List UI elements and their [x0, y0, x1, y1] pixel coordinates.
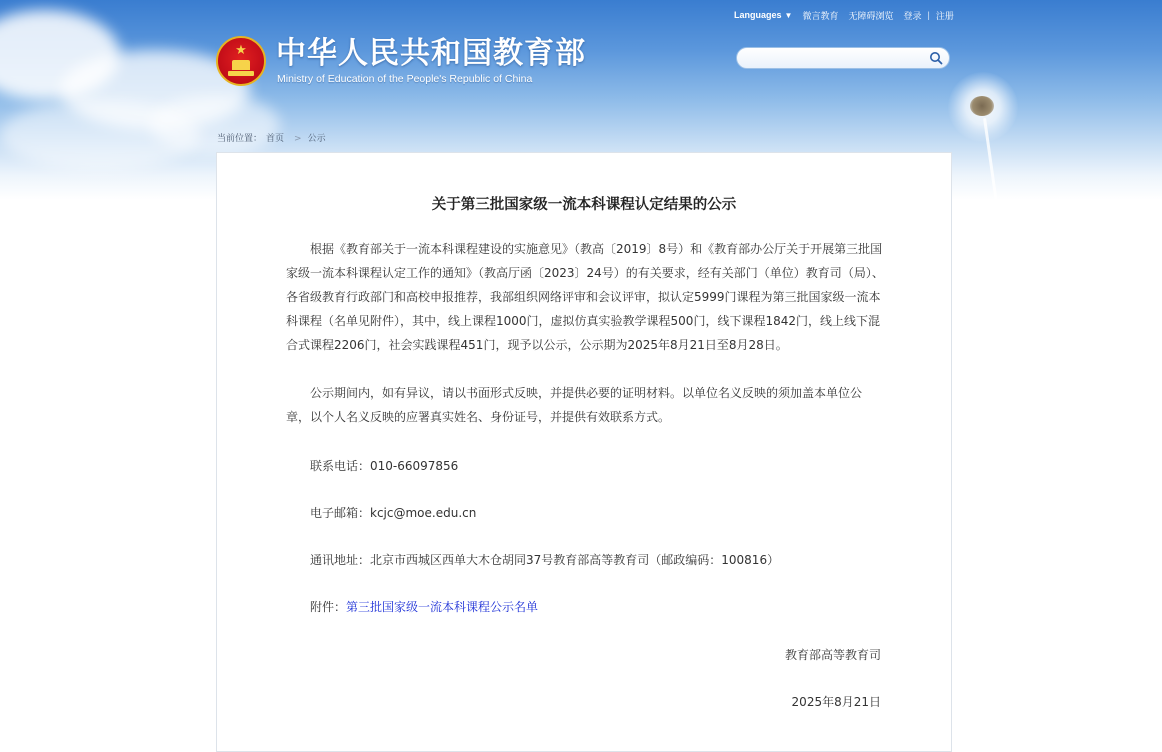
search-input[interactable]: [747, 50, 921, 68]
signature: 教育部高等教育司: [784, 648, 881, 662]
chevron-down-icon[interactable]: ▼: [784, 10, 793, 20]
contact-phone: 联系电话：010-66097856: [310, 459, 459, 473]
attachment-link[interactable]: 第三批国家级一流本科课程公示名单: [346, 600, 539, 614]
breadcrumb-label: 当前位置：: [217, 134, 263, 144]
publish-date: 2025年8月21日: [791, 695, 881, 709]
register-link[interactable]: 注册: [935, 10, 954, 21]
article-card: [216, 152, 952, 752]
article-title: 关于第三批国家级一流本科课程认定结果的公示: [431, 197, 737, 213]
accessible-browse-link[interactable]: 无障碍浏览: [848, 10, 894, 21]
breadcrumb-home[interactable]: 首页: [266, 134, 285, 144]
dandelion-decoration: [948, 72, 1018, 142]
national-emblem-icon[interactable]: ★: [216, 36, 266, 86]
breadcrumb: [217, 131, 330, 144]
breadcrumb-current[interactable]: 公示: [307, 134, 326, 144]
login-link[interactable]: 登录: [903, 10, 922, 21]
link-separator: |: [927, 10, 930, 20]
contact-address: 通讯地址：北京市西城区西单大木仓胡同37号教育部高等教育司（邮政编码：100816）: [310, 553, 780, 567]
breadcrumb-arrow: >: [294, 134, 302, 144]
attachment-label: 附件：: [310, 600, 347, 614]
article-paragraph: 根据《教育部关于一流本科课程建设的实施意见》（教高〔2019〕8号）和《教育部办公厅关于开展第三批国家级一流本科课程认定工作的通知》（教高厅函〔2023〕24号）的有关要求，经有关部门（单位）教育司（局）、各省级教育行政部门和高校申报推荐，我部组织网络评审和会议评审，拟认定5999门课程为第三批国家级一流本科课程（名单见附件），其中，线上课程1000门，虚拟仿真实验教学课程500门，线下课程1842门，线上线下混合式课程2206门，社会实践课程451门，现予以公示，公示期为2025年8月21日至8月28日。: [286, 242, 884, 352]
languages-link[interactable]: Languages: [734, 10, 782, 20]
site-logo-subtitle[interactable]: Ministry of Education of the People's Republic of China: [277, 73, 533, 85]
contact-email: 电子邮箱：kcjc@moe.edu.cn: [310, 506, 477, 520]
top-links: [734, 8, 964, 22]
search-icon[interactable]: [929, 51, 943, 65]
article-paragraph: 公示期间内，如有异议，请以书面形式反映，并提供必要的证明材料。以单位名义反映的须加盖本单位公章，以个人名义反映的应署真实姓名、身份证号，并提供有效联系方式。: [286, 386, 863, 424]
site-logo-title[interactable]: 中华人民共和国教育部: [276, 36, 586, 71]
weixin-link[interactable]: 微言教育: [802, 10, 839, 21]
cloud-decoration: [0, 100, 200, 170]
search-box: [736, 47, 950, 69]
attachment-row: [310, 598, 538, 615]
